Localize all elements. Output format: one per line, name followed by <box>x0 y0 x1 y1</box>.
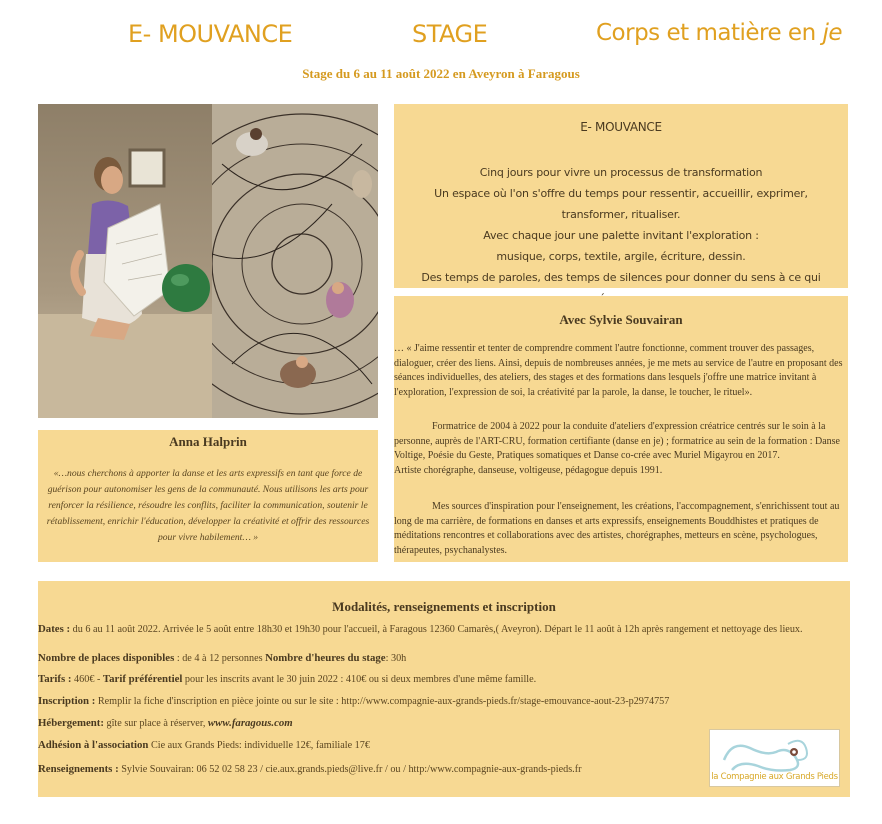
sylvie-career-paragraph <box>394 420 848 478</box>
inscription-label: Inscription : <box>38 695 96 707</box>
header-title-stage: STAGE <box>412 20 488 48</box>
photo-dancer-illustration <box>38 104 212 418</box>
renseignements-label: Renseignements : <box>38 763 119 775</box>
photo-spiral-illustration <box>212 104 378 418</box>
faragous-link[interactable]: www.faragous.com <box>207 717 293 729</box>
emouvance-line: Un espace où l'on s'offre du temps pour ressentir, accueillir, exprimer, transformer, ritualiser. <box>434 187 808 221</box>
hebergement-text: gîte sur place à réserver, <box>103 718 208 729</box>
dates-row <box>38 623 828 636</box>
hours-text: : 30h <box>385 653 407 664</box>
modalities-title: Modalités, renseignements et inscription <box>332 599 556 614</box>
emouvance-line: Des temps de paroles, des temps de silences pour donner du sens à ce qui <box>421 271 821 284</box>
sylvie-quote-paragraph: … « J'aime ressentir et tenter de comprendre comment l'autre fonctionne, comment trouver des passages, dialoguer, créer des liens. Ainsi, depuis de nombreuses années, je me mets au service de l'autre en proposant des séances individuelles, des ateliers, des stages et des formations dans lesquels j'offre une matrice invitant à l'exploration, l'expression de soi, la créativité par la parole, la danse, le toucher, le rituel». <box>394 343 843 398</box>
hebergement-label: Hébergement: <box>38 717 104 729</box>
tarifs-row <box>38 673 828 686</box>
places-row <box>38 652 828 665</box>
stage-dates-subtitle: Stage du 6 au 11 août 2022 en Aveyron à Faragous <box>302 66 580 81</box>
emouvance-line: musique, corps, textile, argile, écriture, dessin. <box>496 250 746 263</box>
emouvance-line: Avec chaque jour une palette invitant l'exploration : <box>483 229 759 242</box>
sylvie-artist-line: Artiste chorégraphe, danseuse, voltigeuse, pédagogue depuis 1991. <box>394 464 663 476</box>
tarif-pref-label: Tarif préférentiel <box>102 673 183 685</box>
compagnie-logo <box>709 729 840 787</box>
places-label: Nombre de places disponibles <box>38 652 175 664</box>
emouvance-title: E- MOUVANCE <box>580 120 662 134</box>
header-right-prefix: Corps et matière en <box>596 20 823 46</box>
halprin-quote: «…nous cherchons à apporter la danse et les arts expressifs en tant que force de guérison pour autonomiser les gens de la communauté. Nous utilisons les arts pour renforcer la résilience, résoudre les conflits, faciliter la communication, soutenir le rétablissement, enrichir l'éducation, développer la créativité et offrir des ressources pour vivre habilement… » <box>46 468 370 543</box>
halprin-title: Anna Halprin <box>169 434 247 449</box>
emouvance-box <box>394 104 848 288</box>
header-right-italic: je <box>822 20 843 46</box>
sylvie-title: Avec Sylvie Souvairan <box>559 312 683 327</box>
halprin-quote-box <box>38 430 378 562</box>
photo-dancer-with-paper <box>38 104 212 418</box>
photo-dancers-in-spiral <box>212 104 378 418</box>
places-text: : de 4 à 12 personnes <box>174 653 266 664</box>
sylvie-career-text: Formatrice de 2004 à 2022 pour la conduite d'ateliers d'expression créatrice centrés sur le soin à la personne, auprès de l'ART-CRU, formation certifiante (danse en je) ; formatrice au sein de la formation : Danse Voltige, Poésie du Geste, Pratiques somatiques et Danse co-crée avec Muriel Migayrou en 2017. <box>394 421 840 461</box>
tarifs-label: Tarifs : <box>38 673 72 685</box>
header-title-left: E- MOUVANCE <box>128 20 293 48</box>
logo-text: la Compagnie aux Grands Pieds <box>711 772 838 782</box>
adhesion-label: Adhésion à l'association <box>38 739 149 751</box>
renseignements-text[interactable]: Sylvie Souvairan: 06 52 02 58 23 / cie.aux.grands.pieds@live.fr / ou / http:/www.compagnie-aux-grands-pieds.fr <box>118 764 582 775</box>
dates-label: Dates : <box>38 623 71 635</box>
hours-label: Nombre d'heures du stage <box>265 652 386 664</box>
tarifs-text: 460€ - <box>71 674 103 685</box>
adhesion-text: Cie aux Grands Pieds: individuelle 12€, familiale 17€ <box>148 740 370 751</box>
header-title-right <box>596 20 842 46</box>
emouvance-line: Cinq jours pour vivre un processus de transformation <box>479 166 763 179</box>
inscription-row <box>38 695 828 708</box>
tarif-pref-text: pour les inscrits avant le 30 juin 2022 : 410€ ou si deux membres d'une même famille. <box>182 674 537 685</box>
sylvie-inspiration-paragraph: Mes sources d'inspiration pour l'enseignement, les créations, l'accompagnement, s'enrichissent tout au long de ma carrière, de formations en danses et arts expressifs, enseignements Bouddhistes et pratiques de méditations rencontres et collaborations avec des artistes, chorégraphes, metteurs en scène, psychologues, thérapeutes, psychanalystes. <box>394 501 840 556</box>
dates-text: du 6 au 11 août 2022. Arrivée le 5 août entre 18h30 et 19h30 pour l'accueil, à Faragous 12360 Camarès,( Aveyron). Départ le 11 août à 12h après rangement et nettoyage des lieux. <box>70 624 803 635</box>
sylvie-bio-box <box>394 296 848 562</box>
emouvance-description <box>404 162 838 309</box>
inscription-text[interactable]: Remplir la fiche d'inscription en pièce jointe ou sur le site : http://www.compagnie-aux-grands-pieds.fr/stage-emouvance-aout-23-p2974757 <box>95 696 670 707</box>
